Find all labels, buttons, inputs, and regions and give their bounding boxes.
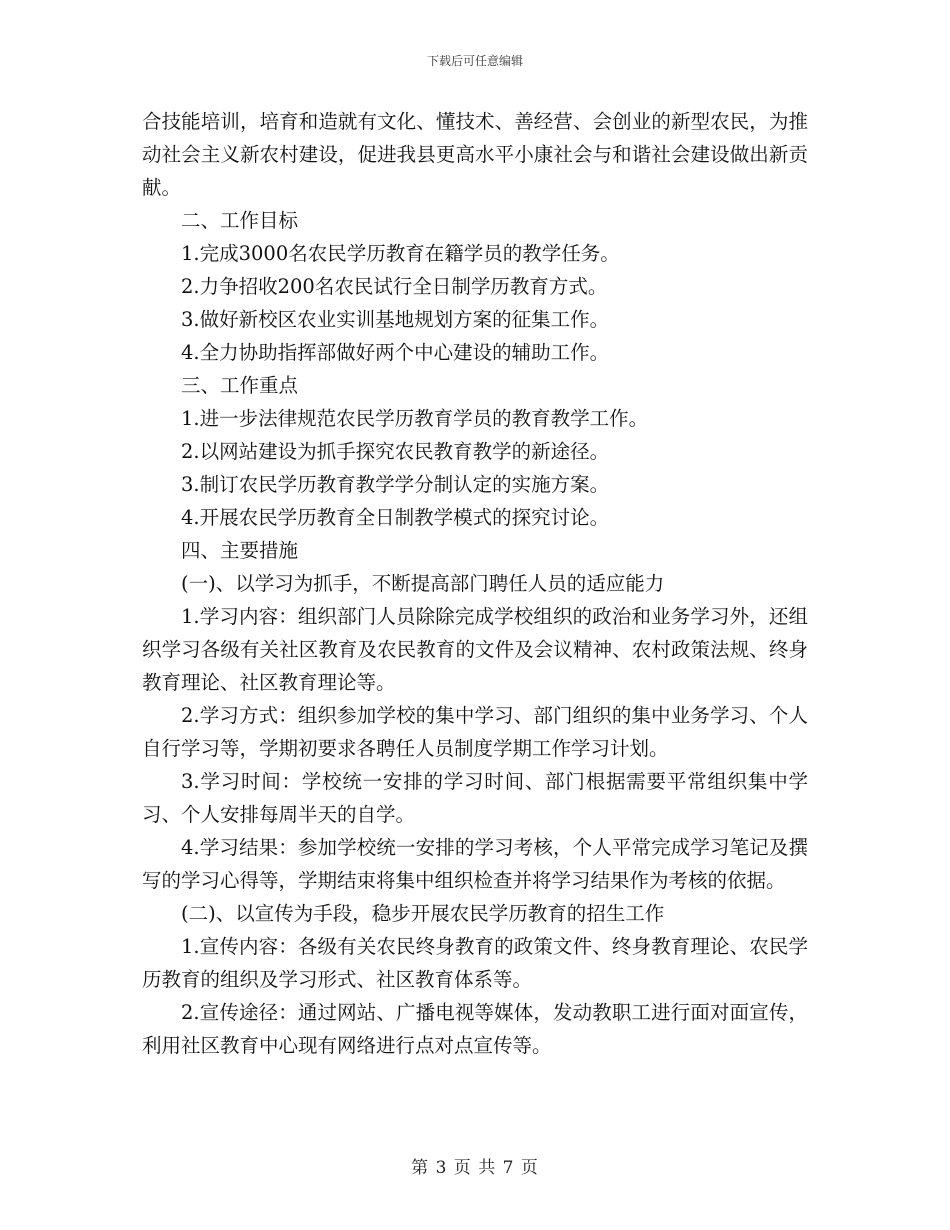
paragraph: 3.学习时间：学校统一安排的学习时间、部门根据需要平常组织集中学习、个人安排每周半天的自学。 bbox=[142, 770, 808, 826]
paragraph: 2.宣传途径：通过网站、广播电视等媒体，发动教职工进行面对面宣传，利用社区教育中心现有网络进行点对点宣传等。 bbox=[142, 1001, 808, 1057]
paragraph: 2.学习方式：组织参加学校的集中学习、部门组织的集中业务学习、个人自行学习等，学期初要求各聘任人员制度学期工作学习计划。 bbox=[142, 704, 808, 760]
page-header: 下载后可任意编辑 bbox=[426, 54, 523, 68]
paragraph: 1.学习内容：组织部门人员除除完成学校组织的政治和业务学习外，还组织学习各级有关社区教育及农民教育的文件及会议精神、农村政策法规、终身教育理论、社区教育理论等。 bbox=[142, 605, 808, 694]
paragraph: 1.宣传内容：各级有关农民终身教育的政策文件、终身教育理论、农民学历教育的组织及学习形式、社区教育体系等。 bbox=[142, 935, 808, 991]
list-item: 1.完成3000名农民学历教育在籍学员的教学任务。 bbox=[181, 242, 620, 265]
section-heading: 四、主要措施 bbox=[181, 539, 299, 562]
list-item: 3.制订农民学历教育教学学分制认定的实施方案。 bbox=[181, 473, 610, 496]
list-item: 4.全力协助指挥部做好两个中心建设的辅助工作。 bbox=[181, 341, 610, 364]
section-heading: 三、工作重点 bbox=[181, 374, 299, 397]
subsection-heading: (二)、以宣传为手段，稳步开展农民学历教育的招生工作 bbox=[181, 902, 665, 925]
paragraph: 合技能培训，培育和造就有文化、懂技术、善经营、会创业的新型农民，为推动社会主义新农村建设，促进我县更高水平小康社会与和谐社会建设做出新贡献。 bbox=[142, 110, 808, 199]
list-item: 1.进一步法律规范农民学历教育学员的教育教学工作。 bbox=[181, 407, 649, 430]
list-item: 2.以网站建设为抓手探究农民教育教学的新途径。 bbox=[181, 440, 610, 463]
section-heading: 二、工作目标 bbox=[181, 209, 299, 232]
list-item: 2.力争招收200名农民试行全日制学历教育方式。 bbox=[181, 275, 608, 298]
subsection-heading: (一)、以学习为抓手，不断提高部门聘任人员的适应能力 bbox=[181, 572, 665, 595]
paragraph: 4.学习结果：参加学校统一安排的学习考核，个人平常完成学习笔记及撰写的学习心得等，学期结束将集中组织检查并将学习结果作为考核的依据。 bbox=[142, 836, 808, 892]
list-item: 4.开展农民学历教育全日制教学模式的探究讨论。 bbox=[181, 506, 610, 529]
list-item: 3.做好新校区农业实训基地规划方案的征集工作。 bbox=[181, 308, 610, 331]
page-number: 第 3 页 共 7 页 bbox=[411, 1158, 539, 1178]
document-body bbox=[142, 105, 808, 1062]
